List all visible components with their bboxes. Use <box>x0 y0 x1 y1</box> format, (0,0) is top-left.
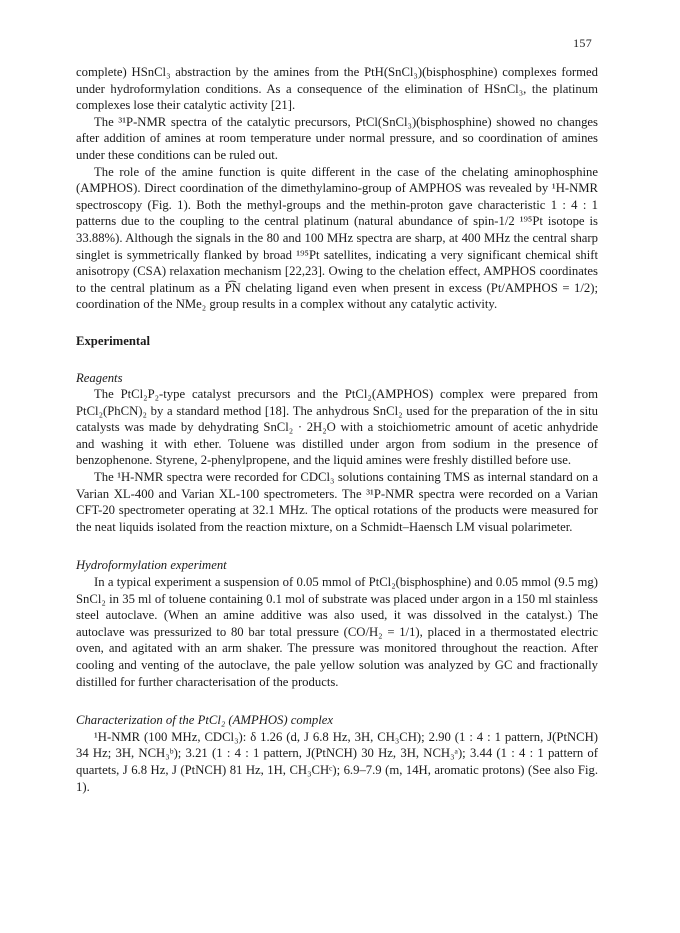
page-number: 157 <box>573 36 592 50</box>
body-paragraph-3: The role of the amine function is quite different in the case of the chelating aminophosphine (AMPHOS). Direct coordination of the dimethylamino-group of AMPHOS was revealed by ¹H-NMR spectroscopy (Fig. 1). Both the methyl-groups and the methin-proton gave characteristic 1 : 4 : 1 patterns due to the coupling to the central platinum (natural abundance of spin-1/2 ¹⁹⁵Pt isotope is 33.88%). Although the signals in the 80 and 100 MHz spectra are sharp, at 400 MHz the central sharp singlet is symmetrically flanked by broad ¹⁹⁵Pt satellites, indicating a very significant chemical shift anisotropy (CSA) relaxation mechanism [22,23]. Owing to the chelation effect, AMPHOS coordinates to the central platinum as a P͡N chelating ligand even when present in excess (Pt/AMPHOS = 1/2); coordination of the NMe₂ group results in a complex without any catalytic activity. <box>76 164 598 312</box>
subsection-title-hydroformylation: Hydroformylation experiment <box>76 558 227 573</box>
characterization-paragraph: ¹H-NMR (100 MHz, CDCl₃): δ 1.26 (d, J 6.8 Hz, 3H, CH₃CH); 2.90 (1 : 4 : 1 pattern, J(PtNCH) 34 Hz; 3H, NCH₃ᵇ); 3.21 (1 : 4 : 1 pattern, J(PtNCH) 30 Hz, 3H, NCH₃ᵃ); 3.44 (1 : 4 : 1 pattern of quartets, J 6.8 Hz, J (PtNCH) 81 Hz, 1H, CH₃CHᶜ); 6.9–7.9 (m, 14H, aromatic protons) (See also Fig. 1). <box>76 729 598 794</box>
subsection-title-characterization: Characterization of the PtCl₂ (AMPHOS) complex <box>76 713 334 728</box>
hydroformylation-paragraph: In a typical experiment a suspension of 0.05 mmol of PtCl₂(bisphosphine) and 0.05 mmol (9.5 mg) SnCl₂ in 35 ml of toluene containing 0.1 mol of substrate was placed under argon in a 150 ml stainless steel autoclave. (When an amine additive was also used, it was dissolved in the catalyst.) The autoclave was pressurized to 80 bar total pressure (CO/H₂ = 1/1), placed in a thermostated electric oven, and agitated with an arm shaker. The pressure was monitored throughout the reaction. After cooling and venting of the autoclave, the pale yellow solution was analyzed by GC and fractionally distilled for further characterisation of the products. <box>76 575 598 689</box>
reagents-paragraph-2: The ¹H-NMR spectra were recorded for CDCl₃ solutions containing TMS as internal standard on a Varian XL-400 and Varian XL-100 spectrometers. The ³¹P-NMR spectra were recorded on a Varian CFT-20 spectrometer operating at 32.1 MHz. The optical rotations of the products were measured for the neat liquids isolated from the reaction mixture, on a Schmidt–Haensch LM visual polarimeter. <box>76 470 598 534</box>
reagents-paragraph-1: The PtCl₂P₂-type catalyst precursors and the PtCl₂(AMPHOS) complex were prepared from PtCl₂(PhCN)₂ by a standard method [18]. The anhydrous SnCl₂ used for the preparation of the in situ catalysts was made by dehydrating SnCl₂ · 2H₂O with a stoichiometric amount of acetic anhydride and washing it with ether. Toluene was distilled under argon from sodium in the presence of benzophenone. Styrene, 2-phenylpropene, and the liquid amines were freshly distilled before use. <box>76 387 598 468</box>
subsection-title-reagents: Reagents <box>76 370 123 385</box>
text-column <box>76 64 598 795</box>
body-paragraph-2: The ³¹P-NMR spectra of the catalytic precursors, PtCl(SnCl₃)(bisphosphine) showed no changes after addition of amines at room temperature under normal pressure, and so coordination of amines under these conditions can be ruled out. <box>76 114 598 162</box>
body-paragraph-1: complete) HSnCl₃ abstraction by the amines from the PtH(SnCl₃)(bisphosphine) complexes formed under hydroformylation conditions. As a consequence of the elimination of HSnCl₃, the platinum complexes lose their catalytic activity [21]. <box>76 65 598 113</box>
section-heading-experimental: Experimental <box>76 333 151 348</box>
